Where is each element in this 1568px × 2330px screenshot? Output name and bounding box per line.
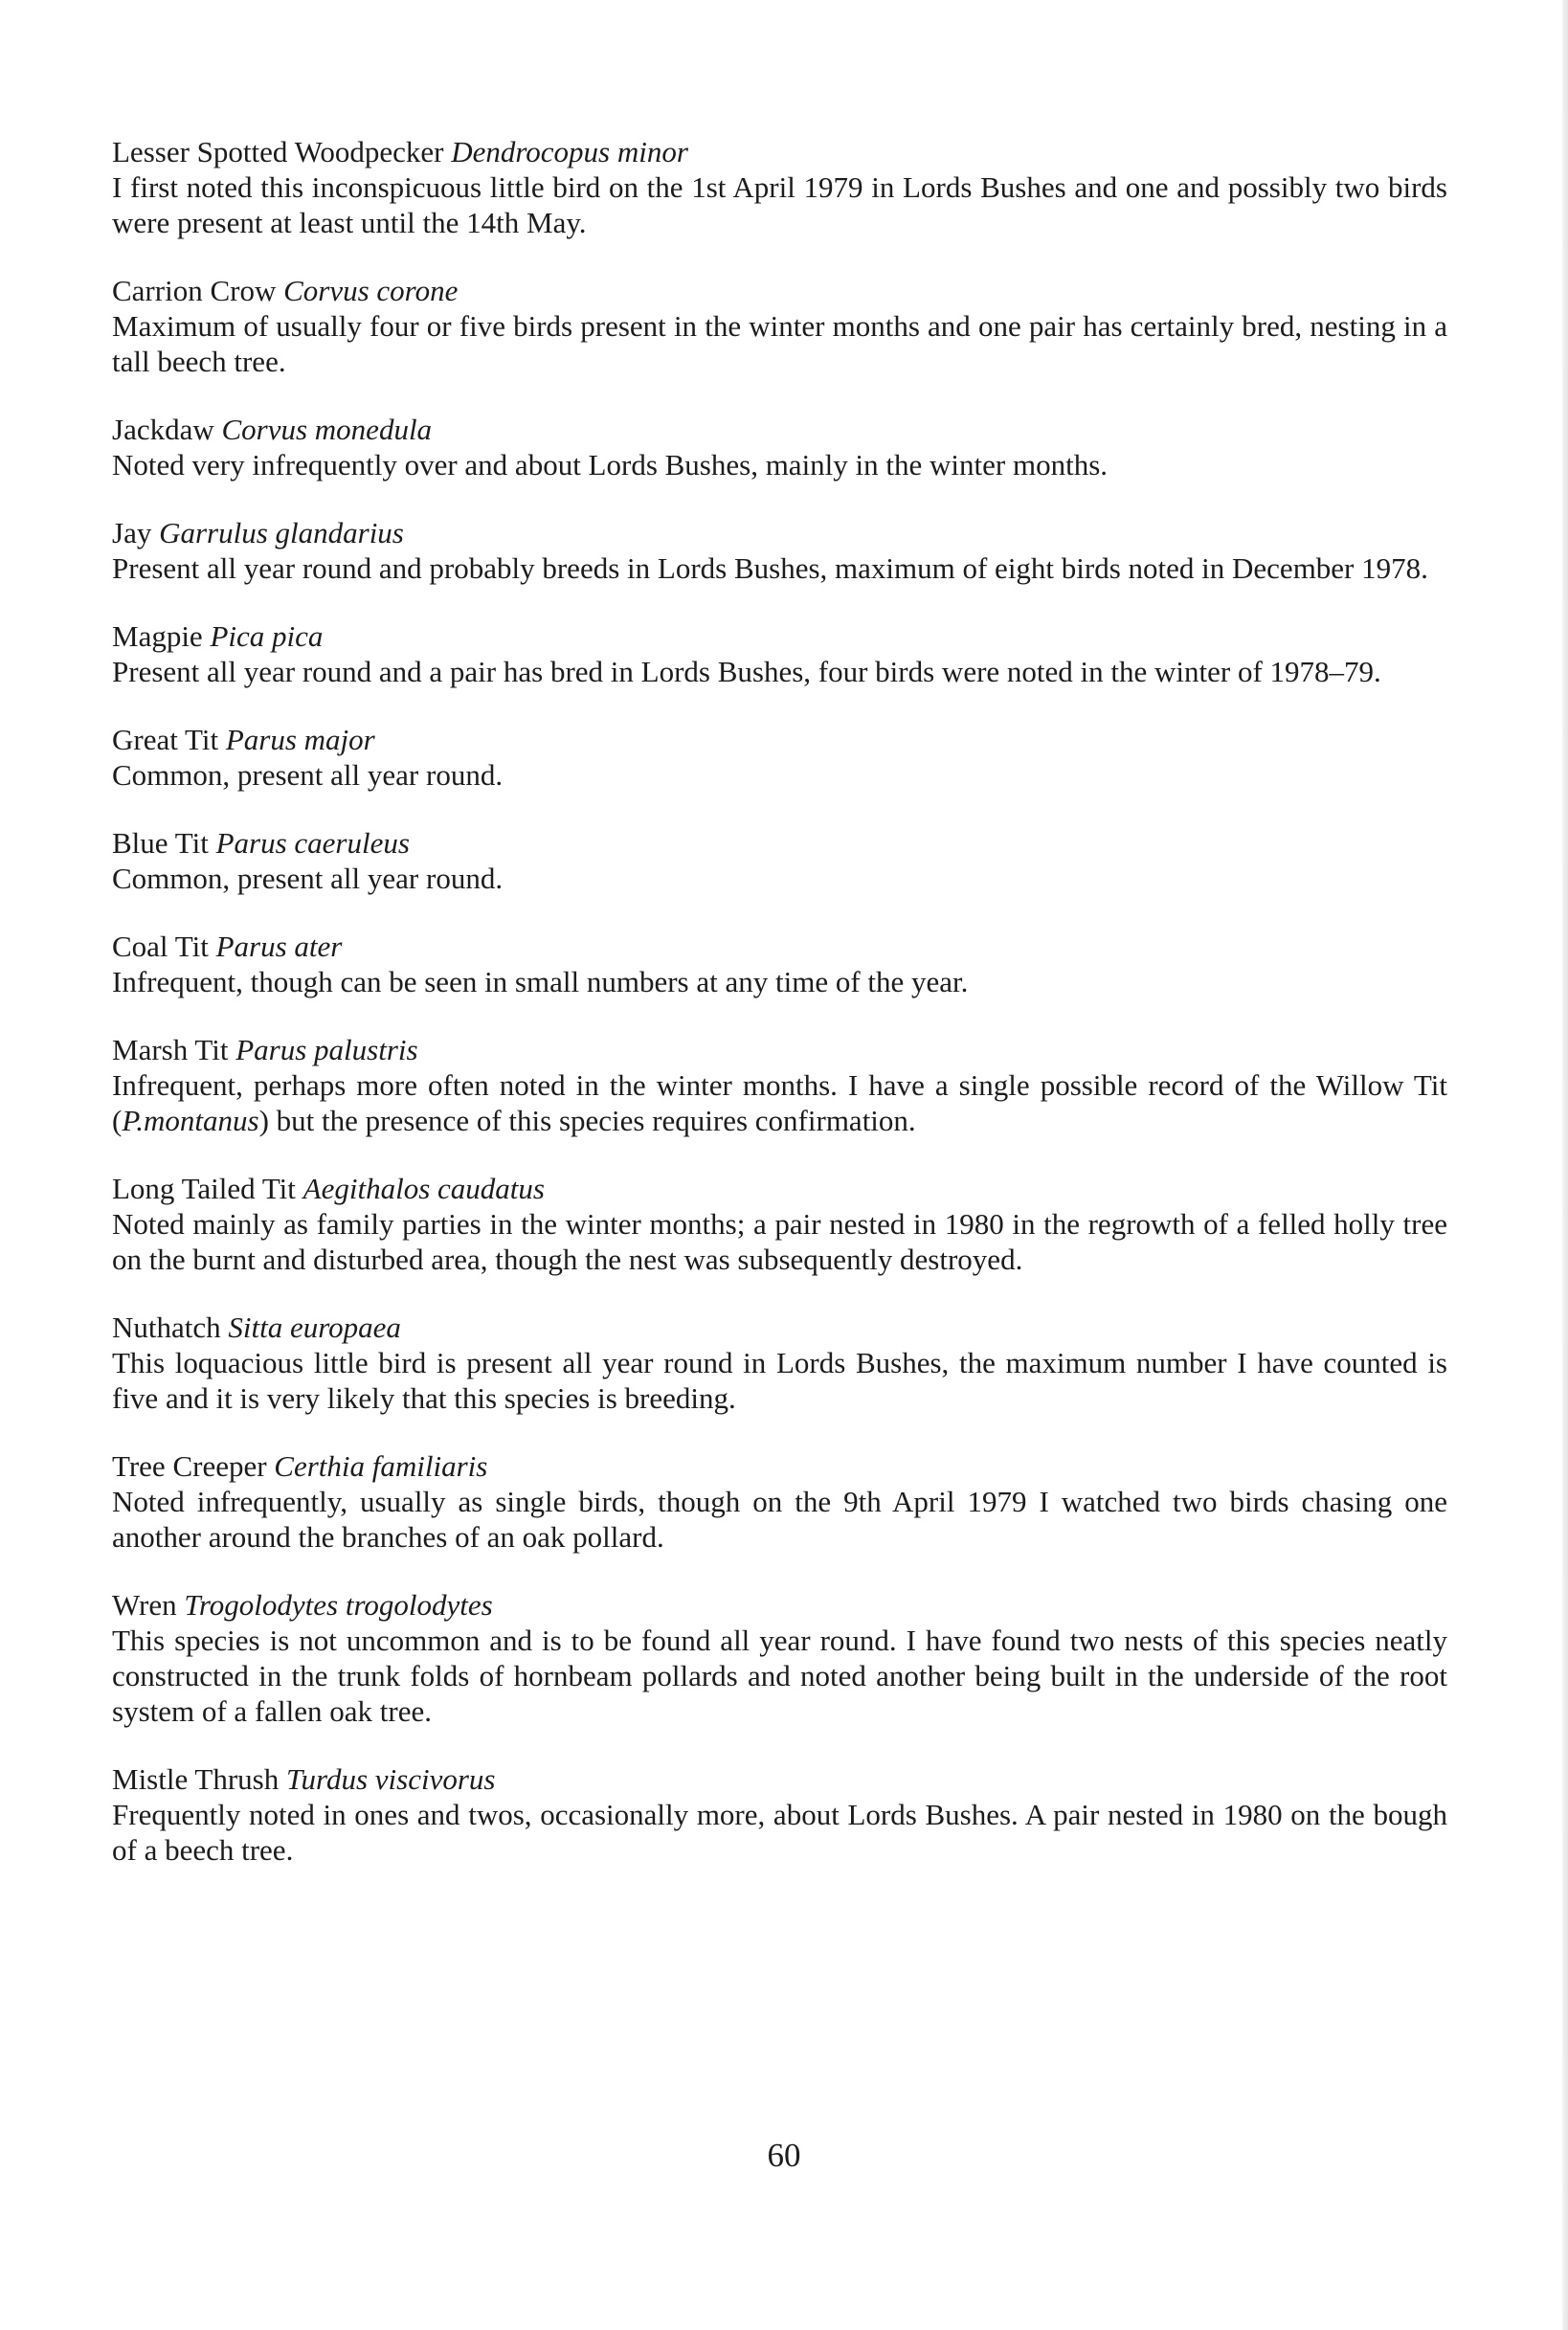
species-description: This loquacious little bird is present all year round in Lords Bushes, the maximum number I have counted is five and it is very likely that this species is breeding. [112, 1346, 1447, 1415]
species-description: This species is not uncommon and is to be found all year round. I have found two nests of this species neatly constructed in the trunk folds of hornbeam pollards and noted another being built in the underside of the root system of a fallen oak tree. [112, 1624, 1447, 1728]
common-name: Jackdaw [112, 413, 214, 446]
species-description: Common, present all year round. [112, 758, 504, 792]
species-heading [112, 1032, 1447, 1067]
species-heading [112, 722, 1447, 757]
latin-name: Corvus corone [283, 274, 459, 307]
species-heading [112, 515, 1447, 550]
common-name: Coal Tit [112, 930, 209, 963]
common-name: Blue Tit [112, 826, 209, 860]
species-description: Present all year round and a pair has bred in Lords Bushes, four birds were noted in the winter of 1978–79. [112, 655, 1381, 688]
species-entry-coal-tit [112, 929, 1447, 999]
species-heading [112, 1448, 1447, 1484]
species-entry-marsh-tit [112, 1032, 1447, 1138]
page-number: 60 [767, 2137, 801, 2174]
common-name: Great Tit [112, 723, 219, 756]
species-list [112, 134, 1447, 1900]
species-heading [112, 134, 1447, 169]
species-heading [112, 412, 1447, 447]
species-description: Noted very infrequently over and about Lords Bushes, mainly in the winter months. [112, 448, 1109, 482]
species-heading [112, 1761, 1447, 1797]
common-name: Mistle Thrush [112, 1762, 280, 1796]
latin-name: Sitta europaea [228, 1311, 401, 1344]
latin-name: Certhia familiaris [274, 1449, 488, 1483]
species-entry-mistle-thrush [112, 1761, 1447, 1868]
latin-name: Corvus monedula [221, 413, 433, 446]
species-entry-jay [112, 515, 1447, 586]
common-name: Lesser Spotted Woodpecker [112, 135, 444, 168]
common-name: Long Tailed Tit [112, 1172, 296, 1205]
latin-name: Parus ater [215, 930, 343, 963]
latin-name: Parus palustris [235, 1033, 418, 1066]
species-description: I first noted this inconspicuous little bird on the 1st April 1979 in Lords Bushes and one and possibly two birds were present at least until the 14th May. [112, 170, 1447, 239]
species-entry-tree-creeper [112, 1448, 1447, 1555]
common-name: Wren [112, 1588, 177, 1622]
species-heading [112, 618, 1447, 654]
common-name: Tree Creeper [112, 1449, 267, 1483]
species-description: Infrequent, though can be seen in small numbers at any time of the year. [112, 965, 969, 998]
species-heading [112, 1587, 1447, 1623]
latin-name: Parus caeruleus [215, 826, 410, 860]
common-name: Carrion Crow [112, 274, 277, 307]
species-heading [112, 1171, 1447, 1206]
species-description: Common, present all year round. [112, 862, 504, 895]
species-entry-wren [112, 1587, 1447, 1729]
species-heading [112, 825, 1447, 861]
latin-name: Parus major [225, 723, 375, 756]
species-entry-lesser-spotted-woodpecker [112, 134, 1447, 240]
species-entry-jackdaw [112, 412, 1447, 482]
common-name: Jay [112, 516, 152, 549]
species-description [112, 1067, 1447, 1138]
common-name: Nuthatch [112, 1311, 221, 1344]
species-heading [112, 273, 1447, 308]
latin-name: Turdus viscivorus [286, 1762, 496, 1796]
latin-name: Garrulus glandarius [159, 516, 404, 549]
species-description: Maximum of usually four or five birds present in the winter months and one pair has certainly bred, nesting in a tall beech tree. [112, 309, 1447, 378]
common-name: Marsh Tit [112, 1033, 229, 1066]
species-entry-nuthatch [112, 1310, 1447, 1416]
species-entry-carrion-crow [112, 273, 1447, 379]
page-edge-shadow [1562, 0, 1568, 2330]
latin-name: Pica pica [210, 619, 324, 653]
inline-latin-name: P.montanus [122, 1104, 259, 1137]
species-heading [112, 929, 1447, 964]
description-part: ) but the presence of this species requires confirmation. [258, 1104, 916, 1137]
species-entry-long-tailed-tit [112, 1171, 1447, 1277]
species-description: Present all year round and probably breeds in Lords Bushes, maximum of eight birds noted in December 1978. [112, 551, 1428, 585]
latin-name: Aegithalos caudatus [302, 1172, 545, 1205]
species-description: Noted infrequently, usually as single birds, though on the 9th April 1979 I watched two birds chasing one another around the branches of an oak pollard. [112, 1485, 1447, 1554]
species-entry-blue-tit [112, 825, 1447, 896]
common-name: Magpie [112, 619, 203, 653]
description-part: Infrequent, perhaps more often noted in the winter months. I have a single possible record of the Willow Tit ( [112, 1068, 1447, 1137]
species-description: Frequently noted in ones and twos, occasionally more, about Lords Bushes. A pair nested in 1980 on the bough of a beech tree. [112, 1798, 1447, 1867]
latin-name: Trogolodytes trogolodytes [184, 1588, 493, 1622]
species-heading [112, 1310, 1447, 1345]
species-entry-great-tit [112, 722, 1447, 793]
species-description: Noted mainly as family parties in the winter months; a pair nested in 1980 in the regrowth of a felled holly tree on the burnt and disturbed area, though the nest was subsequently destroyed. [112, 1207, 1447, 1276]
species-entry-magpie [112, 618, 1447, 689]
latin-name: Dendrocopus minor [451, 135, 688, 168]
